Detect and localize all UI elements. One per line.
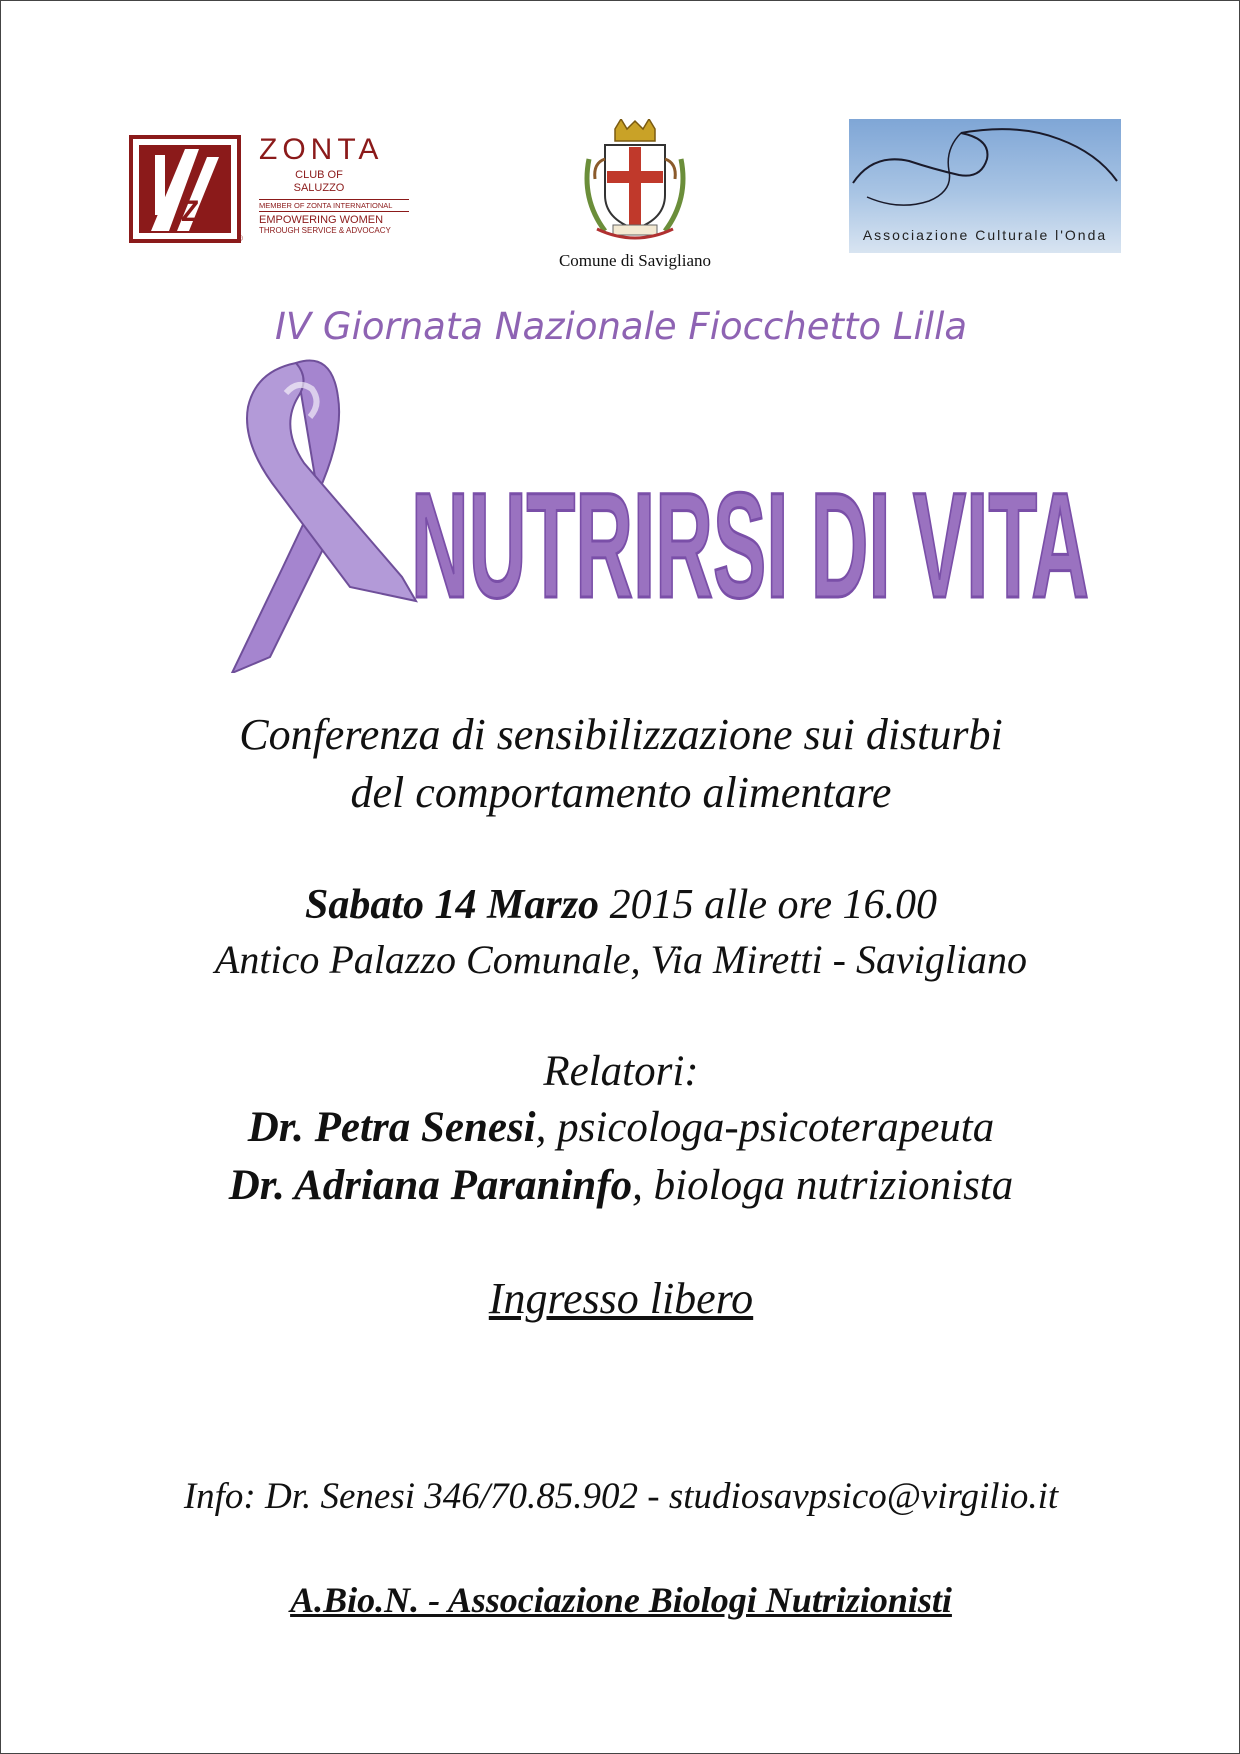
zonta-club: CLUB OF SALUZZO: [293, 169, 345, 194]
event-date-time: 2015 alle ore 16.00: [599, 882, 937, 928]
svg-text:Z: Z: [181, 195, 200, 228]
contact-info: Info: Dr. Senesi 346/70.85.902 - studiosavpsico@virgilio.it: [183, 1476, 1059, 1517]
headline-text: NUTRIRSI DI VITA: [411, 461, 1089, 611]
organizer-association: A.Bio.N. - Associazione Biologi Nutrizionisti: [290, 1580, 952, 1620]
zonta-member: MEMBER OF ZONTA INTERNATIONAL: [259, 199, 409, 212]
comune-caption: Comune di Savigliano: [558, 251, 712, 270]
comune-logo: [535, 119, 735, 271]
zonta-wordmark: [259, 135, 409, 235]
free-entry: Ingresso libero: [488, 1274, 754, 1323]
subtitle-line-1: Conferenza di sensibilizzazione sui disturbi: [239, 710, 1003, 759]
speaker-2: [1, 1161, 1240, 1210]
event-venue: Antico Palazzo Comunale, Via Miretti - Savigliano: [214, 937, 1028, 982]
event-date: [1, 881, 1240, 929]
zonta-empowering: EMPOWERING WOMEN: [259, 214, 384, 226]
speaker-1: [1, 1103, 1240, 1152]
coat-of-arms-icon: [575, 119, 695, 247]
subtitle-line-2: del comportamento alimentare: [350, 768, 892, 817]
speaker-1-name: Dr. Petra Senesi: [247, 1104, 536, 1151]
onda-caption: Associazione Culturale l'Onda: [862, 227, 1108, 243]
zonta-through: THROUGH SERVICE & ADVOCACY: [259, 226, 391, 235]
onda-logo: [849, 119, 1121, 253]
event-name: IV Giornata Nazionale Fiocchetto Lilla: [274, 305, 968, 348]
zonta-name: ZONTA: [259, 133, 384, 166]
zonta-logo: [129, 135, 409, 245]
speaker-2-name: Dr. Adriana Paraninfo: [228, 1162, 633, 1209]
speaker-1-role: , psicologa-psicoterapeuta: [535, 1104, 995, 1151]
svg-text:®: ®: [237, 234, 243, 243]
speakers-heading: Relatori:: [543, 1048, 699, 1095]
event-date-day: Sabato 14 Marzo: [305, 882, 600, 928]
headline-title: [411, 431, 1093, 611]
zonta-emblem-icon: [129, 135, 247, 245]
speaker-2-role: , biologa nutrizionista: [632, 1162, 1014, 1209]
lilac-ribbon-icon: [226, 357, 426, 673]
